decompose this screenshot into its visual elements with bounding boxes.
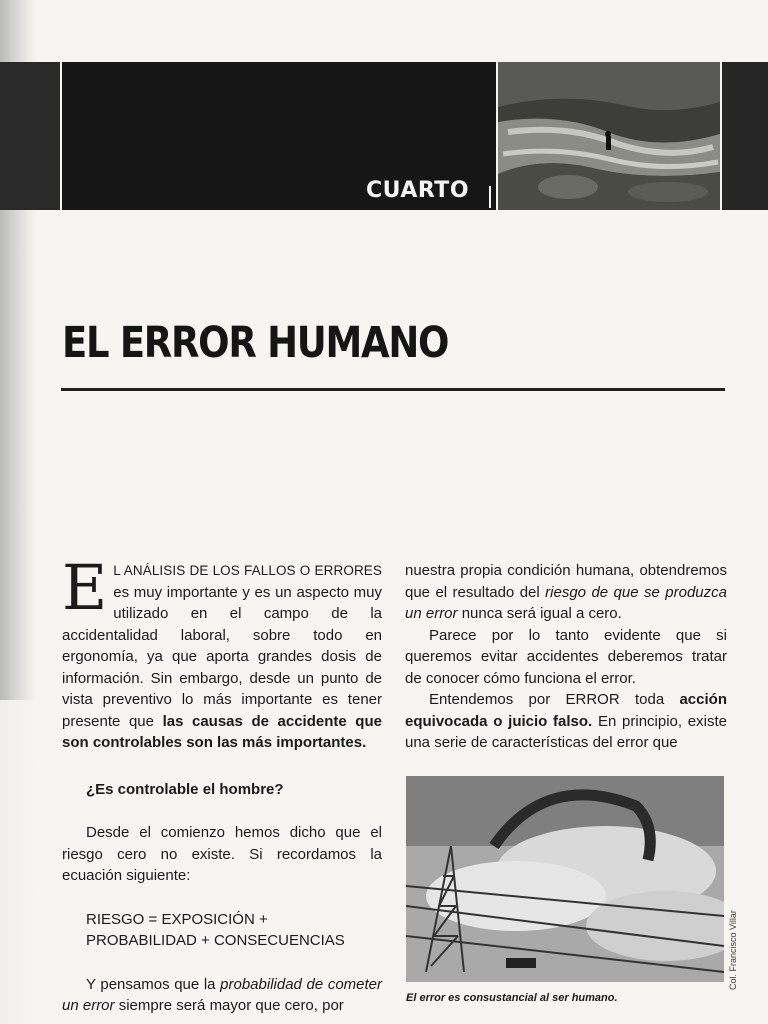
paragraph-error-definition xyxy=(405,689,727,754)
text-column-right xyxy=(405,560,727,754)
para3-text-a: Y pensamos que la xyxy=(86,975,221,993)
paragraph-condition xyxy=(405,560,727,625)
formula-line-1: RIESGO = EXPOSICIÓN + xyxy=(86,910,268,928)
c2p3-text-b: En principio, existe una serie de características del error que xyxy=(405,712,727,751)
intro-paragraph xyxy=(62,551,382,754)
subheading: ¿Es controlable el hombre? xyxy=(86,780,284,798)
intro-caps: L ANÁLISIS DE LOS FALLOS O ERRORES xyxy=(113,563,382,578)
intro-bold: las causas de accidente que son controlables son las más importantes. xyxy=(62,712,382,751)
text-column-left xyxy=(62,551,383,1017)
river-rapids-image xyxy=(498,62,720,210)
intro-text: es muy importante y es un aspecto muy utilizado en el campo de la accidentalidad laboral, sobre todo en ergonomía, ya que aporta grandes dosis de información. Sin embargo, desde un punto de vista preventivo lo más importante es tener presente que xyxy=(62,583,382,730)
chapter-divider xyxy=(489,186,491,208)
header-photo-river xyxy=(498,62,720,210)
header-band-right xyxy=(722,62,768,210)
paragraph-evident: Parece por lo tanto evidente que si queremos evitar accidentes deberemos tratar de conocer cómo funciona el error. xyxy=(405,626,727,687)
c2p1-text-b: nunca será igual a cero. xyxy=(457,605,622,622)
photo-credit: Col. Francisco Villar xyxy=(728,910,738,990)
c2p1-text-a: nuestra propia condición humana, obtendremos que el resultado del xyxy=(405,562,727,601)
figure-caption: El error es consustancial al ser humano. xyxy=(406,992,618,1004)
risk-formula xyxy=(86,909,382,952)
chapter-label: CUARTO xyxy=(366,178,470,203)
formula-line-2: PROBABILIDAD + CONSECUENCIAS xyxy=(86,932,345,949)
paraglider-photo xyxy=(406,776,724,982)
drop-cap: E xyxy=(62,551,108,624)
page-gutter-lower xyxy=(0,700,38,1024)
header-band-left xyxy=(0,62,60,210)
c2p3-text-a: Entendemos por ERROR toda xyxy=(429,691,680,708)
c2p1-italic: riesgo de que se produzca un error xyxy=(405,583,727,622)
para3-text-b: siempre será mayor que cero, por xyxy=(114,997,344,1014)
paragraph-probability xyxy=(62,974,382,1017)
para3-italic: probabilidad de cometer un error xyxy=(62,975,383,1014)
c2p3-bold: acción equivocada o juicio falso. xyxy=(405,691,727,730)
paragraph-risk-zero: Desde el comienzo hemos dicho que el riesgo cero no existe. Si recordamos la ecuación siguiente: xyxy=(62,824,382,884)
paraglider-image xyxy=(406,776,724,982)
title-rule xyxy=(61,388,725,391)
page-title: EL ERROR HUMANO xyxy=(62,318,449,368)
